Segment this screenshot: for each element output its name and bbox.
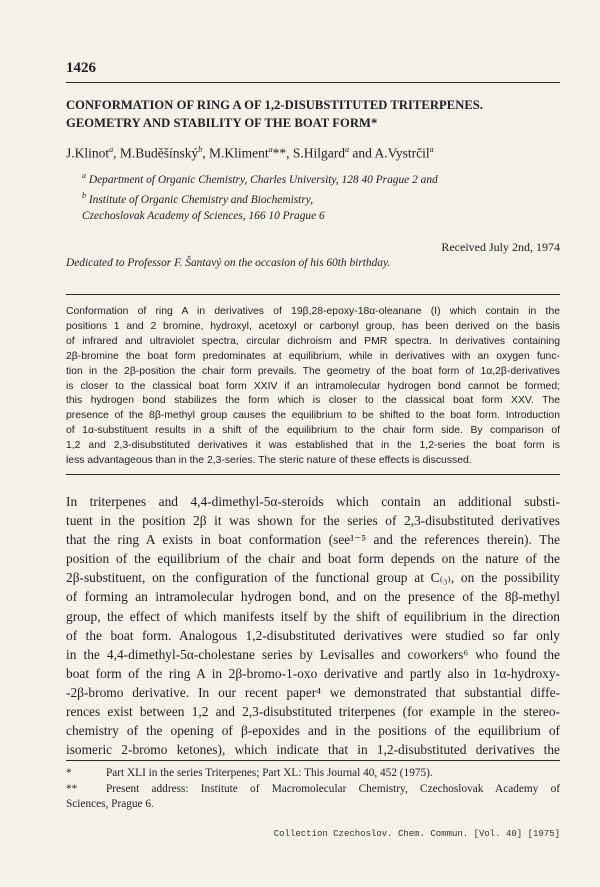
- affiliation-mark: a: [82, 171, 86, 180]
- affiliations: [82, 168, 438, 224]
- affiliation-mark: b: [198, 145, 203, 154]
- title-line-1: CONFORMATION OF RING A OF 1,2-DISUBSTITUTED TRITERPENES.: [66, 98, 484, 112]
- abstract-top-rule: [66, 294, 560, 295]
- body-line: of the boat form. Analogous 1,2-disubstituted derivatives were studied so far only: [66, 627, 560, 643]
- body-text: [66, 492, 560, 759]
- body-line: group, the effect of which manifests itself by the shift of equilibrium in the direction: [66, 608, 560, 624]
- body-line: rences exist between 1,2 and 2,3-disubstituted triterpenes (for example in the stereo-: [66, 704, 560, 720]
- affiliation-mark: b: [82, 191, 86, 201]
- author-separator: **,: [272, 145, 293, 161]
- page-number: 1426: [66, 60, 96, 76]
- body-line: 2β-substituent, on the configuration of the functional group at C₍₃₎, on the possibility: [66, 570, 560, 586]
- footnotes: [66, 766, 560, 813]
- journal-footer: Collection Czechoslov. Chem. Commun. [Vol. 40] [1975]: [273, 829, 560, 839]
- received-date: Received July 2nd, 1974: [441, 240, 560, 254]
- author-separator: and: [349, 145, 375, 161]
- body-line: that the ring A exists in boat conformation (see¹⁻⁵ and the references therein). The: [66, 532, 560, 548]
- body-line: tuent in the position 2β it was shown for the series of 2,3-disubstituted derivatives: [66, 513, 560, 529]
- affiliation-mark: a: [268, 145, 273, 154]
- abstract-line: this hydrogen bond stabilizes the form which is closer to the classical boat form XXV. The: [66, 395, 560, 407]
- abstract-bottom-rule: [66, 474, 560, 475]
- affiliation-mark: a: [429, 145, 434, 154]
- abstract-line: is closer to the classical boat form XXIV if an intramolecular hydrogen bond cannot be formed;: [66, 380, 560, 392]
- author-name: M.Buděšínský: [119, 145, 199, 161]
- author-name: M.Kliment: [209, 145, 269, 161]
- body-line: chemistry of the opening of β-epoxides and in the positions of the equilibrium of: [66, 723, 560, 739]
- author-separator: ,: [202, 145, 210, 161]
- body-line: of forming an intramolecular hydrogen bond, and on the presence of the 8β-methyl: [66, 589, 560, 605]
- body-line: boat form of the ring A in 2β-bromo-1-oxo derivative and partly also in 1α-hydroxy-: [66, 665, 560, 681]
- header-rule: [66, 82, 560, 83]
- footnote-mark: **: [66, 782, 78, 795]
- article-title: [66, 96, 560, 132]
- footnote: [66, 782, 560, 798]
- affiliation-mark: a: [345, 145, 350, 154]
- dedication: Dedicated to Professor F. Šantavý on the occasion of his 60th birthday.: [66, 257, 391, 269]
- body-line: In triterpenes and 4,4-dimethyl-5α-steroids which contain an additional substi-: [66, 494, 560, 509]
- abstract-line: less advantageous than in the 2,3-series. The steric nature of these effects is discussed.: [66, 455, 472, 467]
- body-line: position of the equilibrium of the chair and boat form depends on the nature of the: [66, 551, 560, 567]
- author-name: S.Hilgard: [292, 145, 346, 161]
- affiliation-mark: a: [109, 145, 114, 154]
- footnote-rule: [66, 760, 560, 761]
- footnote-mark: *: [66, 767, 72, 779]
- body-line: in the 4,4-dimethyl-5α-cholestane series by Levisalles and coworkers⁶ who found the: [66, 646, 560, 662]
- affiliation-b: [82, 188, 438, 208]
- body-line: isomeric 2-bromo ketones), which indicate that in 1,2-disubstituted derivatives the: [66, 742, 560, 758]
- affiliation-a: [82, 168, 438, 188]
- body-line: -2β-bromo derivative. In our recent paper⁴ we demonstrated that substantial diffe-: [66, 684, 560, 700]
- abstract-line: 1,2 and 2,3-disubstituted derivatives it was established that in the 1,2-series the boat form is: [66, 440, 560, 452]
- affiliation-text: Institute of Organic Chemistry and Biochemistry,: [86, 194, 314, 207]
- author-list: [66, 145, 434, 162]
- abstract-line: of 1α-substituent results in a shift of the equilibrium to the chair form side. By comparison of: [66, 425, 560, 437]
- abstract-line: positions 1 and 2 bromine, hydroxyl, acetoxyl or carbonyl group, has been derived on the basis: [66, 320, 560, 332]
- footnote-text: Part XLI in the series Triterpenes; Part XL: This Journal 40, 452 (1975).: [106, 767, 433, 779]
- author-name: J.Klinot: [66, 145, 110, 161]
- footnote-text: Present address: Institute of Macromolecular Chemistry, Czechoslovak Academy of: [106, 782, 560, 795]
- title-line-2: GEOMETRY AND STABILITY OF THE BOAT FORM*: [66, 116, 378, 130]
- abstract-line: of infrared and ultraviolet spectra, circular dichroism and PMR spectra. In derivatives containing: [66, 335, 560, 347]
- author-separator: ,: [113, 145, 120, 161]
- author-name: A.Vystrčil: [374, 145, 430, 161]
- abstract-line: Conformation of ring A in derivatives of 19β,28-epoxy-18α-oleanane (I) which contain in the: [66, 306, 560, 317]
- abstract-line: tion in the 2β-position the chair form prevails. The geometry of the boat form of 1α,2β-derivatives: [66, 365, 560, 377]
- footnote-text-cont: Sciences, Prague 6.: [66, 798, 154, 810]
- abstract-line: presence of the 8β-methyl group causes the equilibrium to be shifted to the boat form. Introduction: [66, 410, 560, 422]
- footnote: [66, 766, 560, 782]
- affiliation-b-cont: Czechoslovak Academy of Sciences, 166 10 Prague 6: [82, 209, 325, 222]
- abstract: [66, 305, 560, 469]
- affiliation-text: Department of Organic Chemistry, Charles University, 128 40 Prague 2 and: [86, 173, 438, 186]
- abstract-line: 2β-bromine the boat form predominates at equilibrium, while in derivatives with an oxygen func-: [66, 350, 560, 362]
